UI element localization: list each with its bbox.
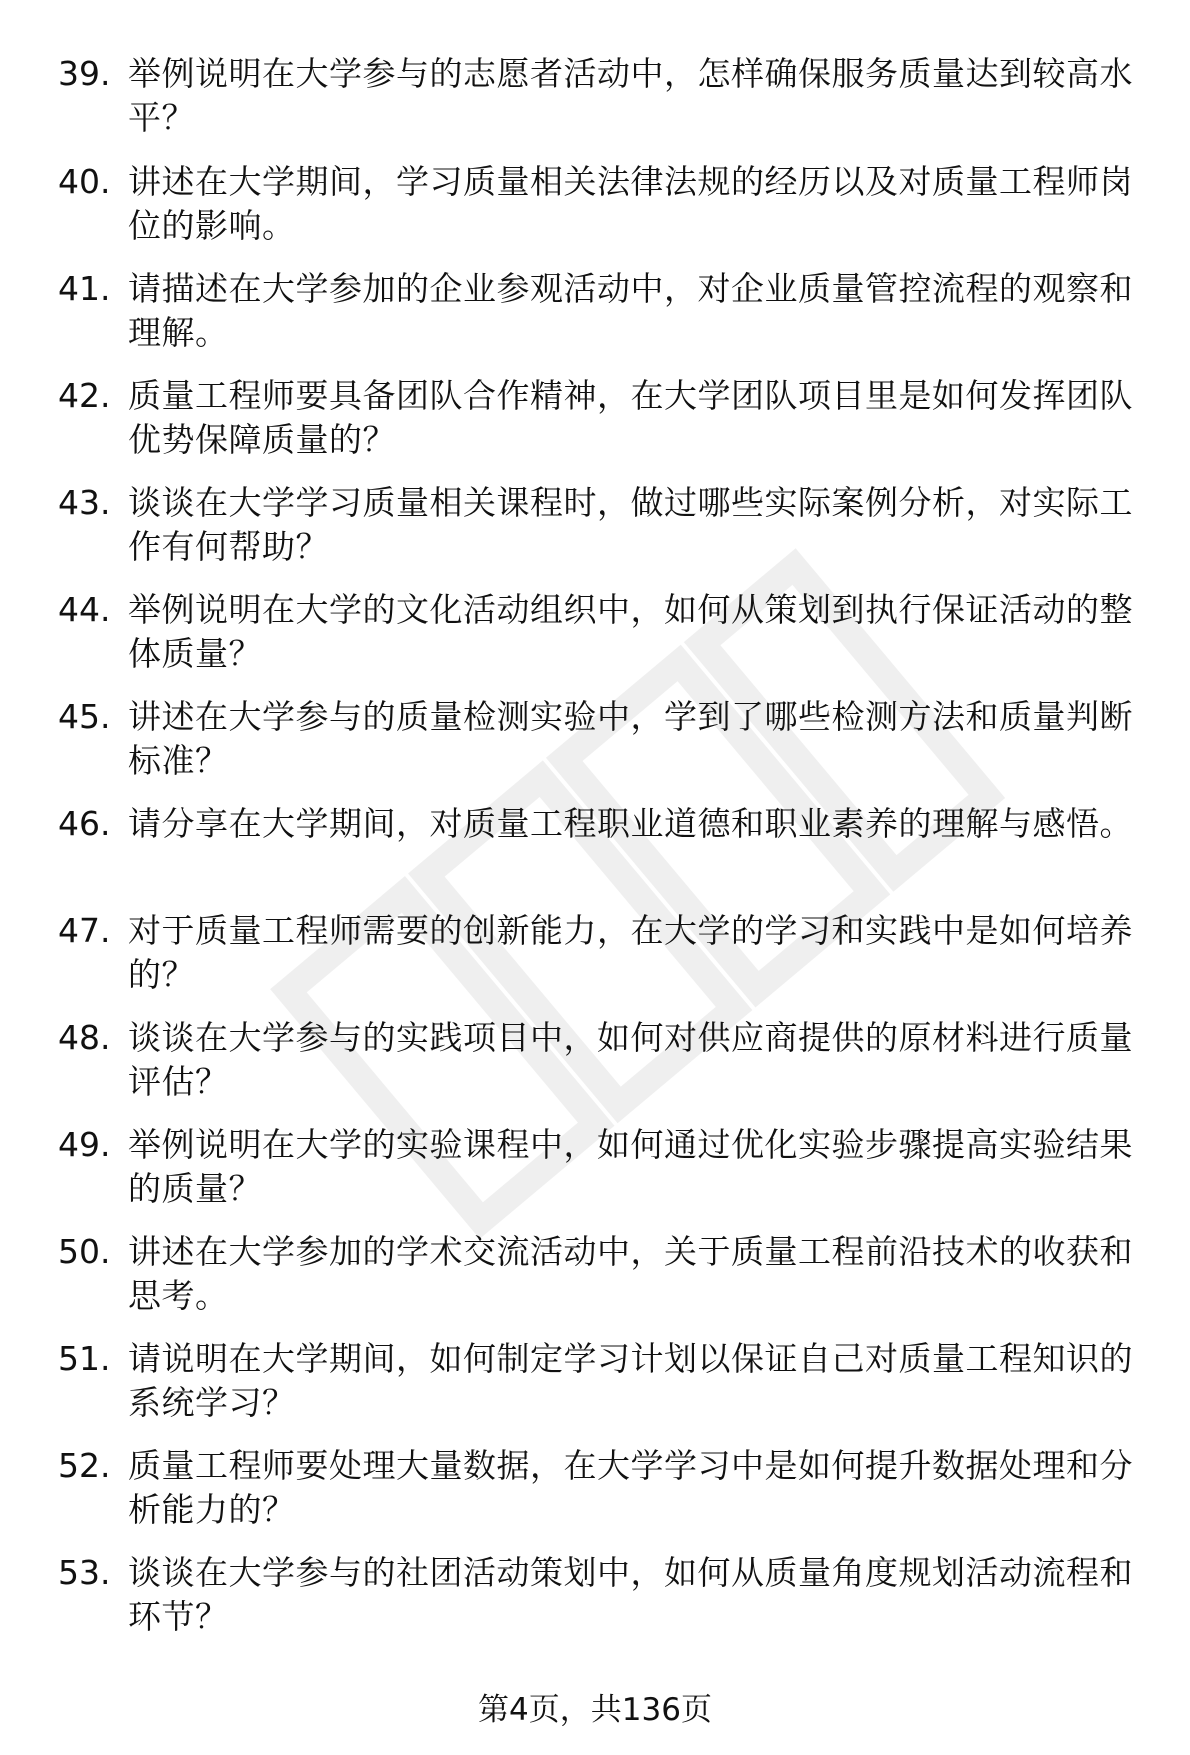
question-text: 讲述在大学参与的质量检测实验中，学到了哪些检测方法和质量判断标准？ bbox=[128, 697, 1133, 780]
question-text: 质量工程师要具备团队合作精神，在大学团队项目里是如何发挥团队优势保障质量的？ bbox=[128, 376, 1133, 459]
question-number: 47. bbox=[58, 911, 111, 950]
question-number: 50. bbox=[58, 1232, 111, 1271]
question-number: 52. bbox=[58, 1446, 111, 1485]
question-number: 49. bbox=[58, 1125, 111, 1164]
question-number: 41. bbox=[58, 269, 111, 308]
question-number: 39. bbox=[58, 54, 111, 93]
question-number: 44. bbox=[58, 590, 111, 629]
question-number: 48. bbox=[58, 1018, 111, 1057]
question-text: 请说明在大学期间，如何制定学习计划以保证自己对质量工程知识的系统学习？ bbox=[128, 1339, 1133, 1422]
question-text: 举例说明在大学的文化活动组织中，如何从策划到执行保证活动的整体质量？ bbox=[128, 590, 1133, 673]
question-number: 40. bbox=[58, 162, 111, 201]
question-text: 请分享在大学期间，对质量工程职业道德和职业素养的理解与感悟。 bbox=[128, 804, 1133, 843]
question-text: 谈谈在大学参与的实践项目中，如何对供应商提供的原材料进行质量评估？ bbox=[128, 1018, 1133, 1101]
question-text: 对于质量工程师需要的创新能力，在大学的学习和实践中是如何培养的？ bbox=[128, 911, 1133, 994]
question-text: 举例说明在大学的实验课程中，如何通过优化实验步骤提高实验结果的质量？ bbox=[128, 1125, 1133, 1208]
page-number: 第4页，共136页 bbox=[478, 1692, 712, 1728]
question-text: 谈谈在大学学习质量相关课程时，做过哪些实际案例分析，对实际工作有何帮助？ bbox=[128, 483, 1133, 566]
question-text: 讲述在大学参加的学术交流活动中，关于质量工程前沿技术的收获和思考。 bbox=[128, 1232, 1133, 1315]
question-text: 举例说明在大学参与的志愿者活动中，怎样确保服务质量达到较高水平？ bbox=[128, 54, 1133, 137]
question-text: 请描述在大学参加的企业参观活动中，对企业质量管控流程的观察和理解。 bbox=[128, 269, 1133, 352]
question-number: 53. bbox=[58, 1553, 111, 1592]
question-number: 46. bbox=[58, 804, 111, 843]
question-text: 讲述在大学期间，学习质量相关法律法规的经历以及对质量工程师岗位的影响。 bbox=[128, 162, 1133, 245]
question-number: 51. bbox=[58, 1339, 111, 1378]
question-number: 42. bbox=[58, 376, 111, 415]
question-text: 谈谈在大学参与的社团活动策划中，如何从质量角度规划活动流程和环节？ bbox=[128, 1553, 1133, 1636]
question-text: 质量工程师要处理大量数据，在大学学习中是如何提升数据处理和分析能力的？ bbox=[128, 1446, 1133, 1529]
question-number: 43. bbox=[58, 483, 111, 522]
question-number: 45. bbox=[58, 697, 111, 736]
